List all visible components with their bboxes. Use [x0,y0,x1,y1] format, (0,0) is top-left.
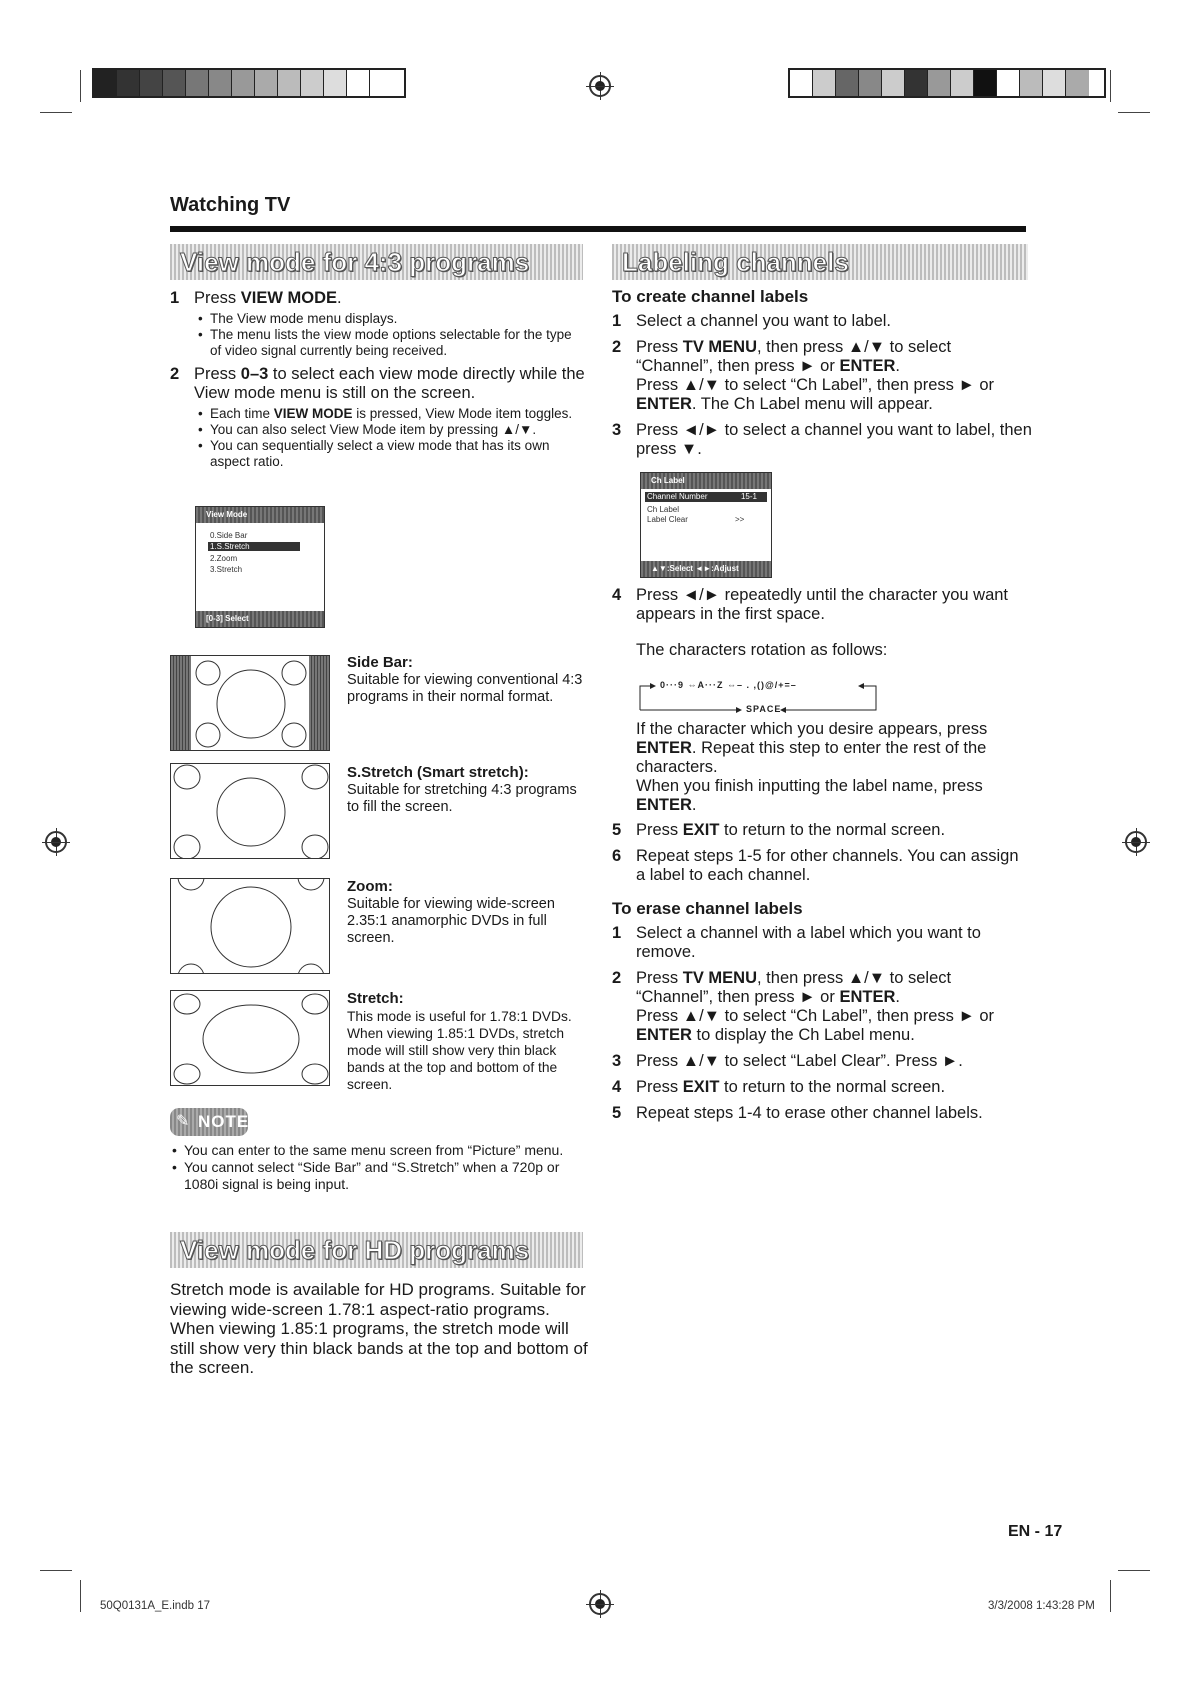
step-1: 1 Select a channel with a label which you want to remove. [612,924,981,961]
key-view-mode: VIEW MODE [240,289,338,307]
space-label: SPACE [746,704,782,714]
step-5: 5 Repeat steps 1-4 to erase other channel labels. [612,1104,983,1122]
crop-mark [80,70,81,102]
running-head: Watching TV [170,194,291,216]
subheading-create: To create channel labels [612,287,809,306]
step-2 [170,365,585,403]
color-registration-bar-right [788,68,1106,98]
bullet: • The menu lists the view mode options selectable for the type of video signal currently being received. [196,327,585,359]
step-number: 2 [170,365,180,383]
section-banner-title: Labeling channels [622,247,849,277]
step-text: to select each view mode directly while the View mode menu is still on the screen. [194,365,585,402]
enter-instructions: If the character which you desire appears, press ENTER. Repeat this step to enter the rest of the characters. When you finish inputting the label name, press ENTER. [636,720,988,814]
erase-labels-steps [612,899,1032,1126]
stretch-caption [347,990,592,1093]
mode-title: Side Bar: [347,654,413,671]
osd-item: 3.Stretch [210,565,243,574]
footer-timestamp: 3/3/2008 1:43:28 PM [988,1600,1095,1612]
bullet: • You can also select View Mode item by pressing ▲/▼. [196,422,585,438]
crop-mark [1118,112,1150,113]
note-label: NOTE [198,1112,250,1131]
section-banner-labeling-channels [612,244,1028,280]
mode-title: Zoom: [347,878,393,895]
note-item: • You can enter to the same menu screen from “Picture” menu. [170,1142,590,1159]
key-0-3: 0–3 [240,365,269,383]
crop-mark [1110,1580,1111,1612]
step-5: 5 Press EXIT to return to the normal screen. [612,821,946,839]
zoom-caption [347,878,587,947]
mode-description: Suitable for viewing wide-screen 2.35:1 anamorphic DVDs in full screen. [347,896,555,946]
crop-mark [40,1570,72,1571]
stretch-diagram [170,990,330,1086]
step-1 [170,289,585,308]
mode-description: Suitable for viewing conventional 4:3 programs in their normal format. [347,672,583,705]
note-list [170,1142,590,1193]
step-4: 4 Press EXIT to return to the normal screen. [612,1078,946,1096]
registration-target-left [45,831,67,853]
osd-item: 2.Zoom [210,554,238,563]
step-2: 2 Press TV MENU, then press ▲/▼ to select “Channel”, then press ► or ENTER. Press ▲/▼ to select “Ch Label”, then press ► or ENTER. The Ch Label menu will appear. [612,338,995,413]
mode-description: This mode is useful for 1.78:1 DVDs. When viewing 1.85:1 DVDs, stretch mode will still show very thin black bands at the top and bottom of the screen. [347,1009,572,1092]
step-4: 4 Press ◄/► repeatedly until the character you want appears in the first space. [612,586,1009,623]
note-item: • You cannot select “Side Bar” and “S.Stretch” when a 720p or 1080i signal is being input. [170,1159,590,1193]
section-banner-view-mode-hd [170,1232,583,1268]
section-banner-title: View mode for 4:3 programs [180,247,530,277]
registration-target-top [589,75,611,97]
crop-mark [1118,1570,1150,1571]
step-number: 1 [170,289,180,307]
step-3: 3 Press ▲/▼ to select “Label Clear”. Press ►. [612,1052,963,1070]
section-banner-title: View mode for HD programs [180,1235,530,1265]
osd-title-bar: View Mode [196,507,324,523]
step-6: 6 Repeat steps 1-5 for other channels. You can assign a label to each channel. [612,847,1019,884]
create-labels-steps-final [612,720,1032,888]
mode-title: S.Stretch (Smart stretch): [347,764,529,781]
rotation-sequence: 0···9 ⇔A···Z ⇔– . ,()@/+=– [660,680,797,690]
rotation-intro: The characters rotation as follows: [636,641,888,659]
crop-mark [80,1580,81,1612]
registration-target-right [1125,831,1147,853]
zoom-diagram [170,878,330,974]
s-stretch-caption [347,764,587,816]
note-badge [170,1108,248,1136]
osd-footer-bar: [0-3] Select [196,611,324,627]
footer-filename: 50Q0131A_E.indb 17 [100,1600,210,1612]
step-text: . [337,289,342,307]
osd-item-selected: 1.S.Stretch [208,542,300,551]
view-mode-osd-menu [195,506,325,628]
side-bar-diagram [170,655,330,751]
ch-label-osd-menu [640,472,772,578]
osd-row: Ch Label [647,505,680,514]
step-text: Press [194,289,241,307]
view-mode-steps [170,289,585,470]
section-banner-view-mode-43 [170,244,583,280]
crop-mark [40,112,72,113]
bullet: • Each time VIEW MODE is pressed, View Mode item toggles. [196,406,585,422]
side-bar-caption [347,654,587,706]
color-registration-bar-left [92,68,406,98]
registration-target-bottom [589,1593,611,1615]
bullet: • The View mode menu displays. [196,311,585,327]
mode-title: Stretch: [347,990,404,1007]
hd-paragraph: Stretch mode is available for HD programs. Suitable for viewing wide-screen 1.78:1 aspect-ratio programs. When viewing 1.85:1 programs, the stretch mode will still show very thin black bands at the top and bottom of the screen. [170,1280,588,1377]
header-rule [170,226,1026,232]
step-1: 1 Select a channel you want to label. [612,312,892,330]
osd-row: Label Clear >> [647,515,745,524]
s-stretch-diagram [170,763,330,859]
subheading-erase: To erase channel labels [612,899,803,918]
page-number: EN - 17 [1008,1523,1063,1540]
osd-title-bar: Ch Label [641,473,771,489]
bullet: • You can sequentially select a view mode that has its own aspect ratio. [196,438,585,470]
osd-footer-bar: ▲▼:Select ◄►:Adjust [641,561,771,577]
step-2: 2 Press TV MENU, then press ▲/▼ to select “Channel”, then press ► or ENTER. Press ▲/▼ to select “Ch Label”, then press ► or ENTER to display the Ch Label menu. [612,969,995,1044]
step-3: 3 Press ◄/► to select a channel you want to label, then press ▼. [612,421,1032,458]
create-labels-steps [612,287,1032,462]
create-labels-steps-continued [612,586,1032,660]
osd-item: 0.Side Bar [210,531,248,540]
mode-description: Suitable for stretching 4:3 programs to fill the screen. [347,782,577,815]
pencil-icon: ✎ [176,1113,191,1130]
step-text: Press [194,365,241,383]
osd-row-selected: Channel Number 15-1 [645,492,767,502]
crop-mark [1110,70,1111,102]
